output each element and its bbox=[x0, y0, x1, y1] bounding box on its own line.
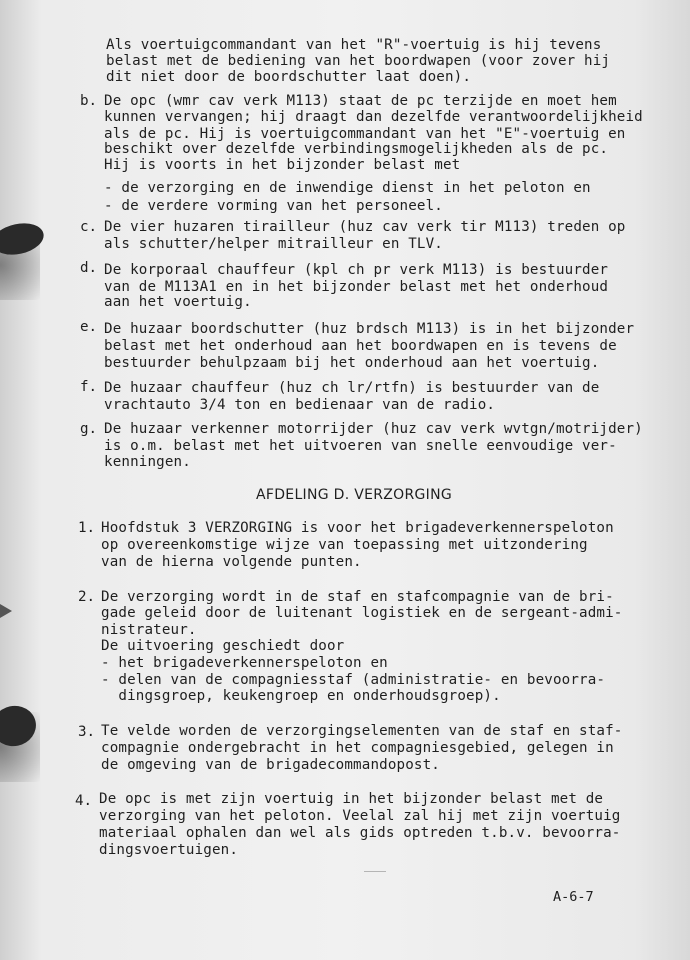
text-line: van de hierna volgende punten. bbox=[101, 554, 362, 570]
bullet-line: - delen van de compagniesstaf (administratie- en bevoorra- bbox=[101, 672, 606, 688]
text-line: bestuurder behulpzaam bij het onderhoud aan het voertuig. bbox=[104, 355, 600, 371]
text-line: Hoofdstuk 3 VERZORGING is voor het brigadeverkennerspeloton bbox=[101, 520, 614, 536]
text-line: belast met de bediening van het boordwapen (voor zover hij bbox=[106, 53, 611, 69]
text-line: De opc is met zijn voertuig in het bijzonder belast met de bbox=[99, 791, 604, 807]
page-edge-notch bbox=[0, 604, 12, 618]
item-label: e. bbox=[80, 319, 98, 335]
text-line: is o.m. belast met het uitvoeren van snelle eenvoudige ver- bbox=[104, 438, 617, 454]
item-label: g. bbox=[80, 421, 98, 437]
text-line: Te velde worden de verzorgingselementen van de staf en staf- bbox=[101, 723, 623, 739]
text-line: De uitvoering geschiedt door bbox=[101, 638, 345, 654]
divider bbox=[364, 871, 386, 872]
text-line: Als voertuigcommandant van het "R"-voertuig is hij tevens bbox=[106, 37, 602, 53]
text-line: De huzaar boordschutter (huz brdsch M113) is in het bijzonder bbox=[104, 321, 635, 337]
text-line: van de M113A1 en in het bijzonder belast met het onderhoud bbox=[104, 279, 609, 295]
text-line: beschikt over dezelfde verbindingsmogelijkheden als de pc. bbox=[104, 141, 609, 157]
text-line: vrachtauto 3/4 ton en bedienaar van de radio. bbox=[104, 397, 496, 413]
text-line: materiaal ophalen dan wel als gids optreden t.b.v. bevoorra- bbox=[99, 825, 621, 841]
text-line: De huzaar chauffeur (huz ch lr/rtfn) is bestuurder van de bbox=[104, 380, 600, 396]
text-line: dingsgroep, keukengroep en onderhoudsgroep). bbox=[101, 688, 501, 704]
item-label: 1. bbox=[78, 520, 96, 536]
text-line: dingsvoertuigen. bbox=[99, 842, 239, 858]
text-line: de omgeving van de brigadecommandopost. bbox=[101, 757, 440, 773]
text-line: compagnie ondergebracht in het compagniesgebied, gelegen in bbox=[101, 740, 614, 756]
text-line: De vier huzaren tirailleur (huz cav verk tir M113) treden op bbox=[104, 219, 626, 235]
section-heading: AFDELING D. VERZORGING bbox=[256, 487, 453, 503]
text-line: aan het voertuig. bbox=[104, 294, 252, 310]
bullet-line: - het brigadeverkennerspeloton en bbox=[101, 655, 388, 671]
item-label: 2. bbox=[78, 589, 96, 605]
text-line: belast met het onderhoud aan het boordwapen en is tevens de bbox=[104, 338, 617, 354]
item-label: f. bbox=[80, 379, 98, 395]
bullet-line: - de verdere vorming van het personeel. bbox=[104, 198, 443, 214]
text-line: kenningen. bbox=[104, 454, 191, 470]
bullet-line: - de verzorging en de inwendige dienst in het peloton en bbox=[104, 180, 591, 196]
text-line: als de pc. Hij is voertuigcommandant van het "E"-voertuig en bbox=[104, 126, 626, 142]
text-line: De verzorging wordt in de staf en stafcompagnie van de bri- bbox=[101, 589, 614, 605]
item-label: 3. bbox=[78, 724, 96, 740]
text-line: gade geleid door de luitenant logistiek en de sergeant-admi- bbox=[101, 605, 623, 621]
text-line: op overeenkomstige wijze van toepassing met uitzondering bbox=[101, 537, 588, 553]
text-line: kunnen vervangen; hij draagt dan dezelfde verantwoordelijkheid bbox=[104, 109, 643, 125]
item-label: c. bbox=[80, 219, 98, 235]
text-line: Hij is voorts in het bijzonder belast met bbox=[104, 157, 461, 173]
item-label: 4. bbox=[75, 793, 93, 809]
text-line: dit niet door de boordschutter laat doen). bbox=[106, 69, 472, 85]
text-line: De opc (wmr cav verk M113) staat de pc terzijde en moet hem bbox=[104, 93, 617, 109]
item-label: d. bbox=[80, 260, 98, 276]
text-line: De korporaal chauffeur (kpl ch pr verk M113) is bestuurder bbox=[104, 262, 609, 278]
page-number: A-6-7 bbox=[553, 889, 594, 905]
text-line: nistrateur. bbox=[101, 622, 197, 638]
text-line: verzorging van het peloton. Veelal zal hij met zijn voertuig bbox=[99, 808, 621, 824]
text-line: De huzaar verkenner motorrijder (huz cav verk wvtgn/motrijder) bbox=[104, 421, 643, 437]
item-label: b. bbox=[80, 93, 98, 109]
text-line: als schutter/helper mitrailleur en TLV. bbox=[104, 236, 443, 252]
